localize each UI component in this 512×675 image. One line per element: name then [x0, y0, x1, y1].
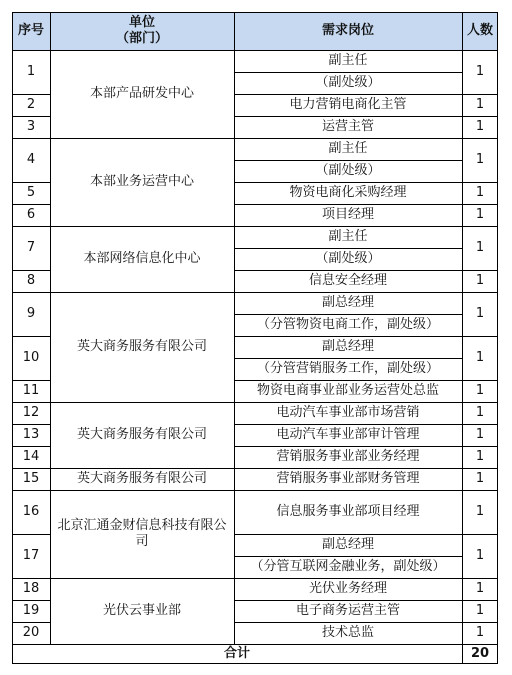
position-cell: （副处级） [315, 162, 381, 178]
position-cell: 电动汽车事业部市场营销 [276, 404, 420, 420]
header-position [234, 12, 462, 50]
total-label: 合计 [223, 645, 250, 661]
count-cell: 1 [475, 382, 485, 398]
seq-cell: 18 [22, 580, 40, 596]
seq-cell: 1 [26, 63, 36, 79]
header-unit-line1: 单位 [128, 14, 155, 30]
seq-cell: 6 [26, 206, 36, 222]
position-cell: （副处级） [315, 74, 381, 90]
unit-cell: 本部产品研发中心 [89, 85, 194, 101]
position-cell: （分管互联网金融业务，副处级） [250, 558, 446, 574]
row-divider [12, 424, 50, 425]
header-seq-text: 序号 [17, 22, 44, 38]
grid-line [12, 12, 498, 13]
row-divider [12, 534, 50, 535]
sub-divider [234, 314, 462, 315]
position-cell: 电力营销电商化主管 [289, 96, 407, 112]
position-cell: 物资电商事业部业务运营处总监 [256, 382, 439, 398]
header-seq [12, 12, 50, 50]
position-cell: 副总经理 [321, 338, 374, 354]
position-cell: （副处级） [315, 250, 381, 266]
row-divider [12, 600, 50, 601]
seq-cell: 15 [22, 470, 40, 486]
seq-cell: 9 [26, 305, 36, 321]
grid-line [12, 50, 498, 51]
row-divider [234, 446, 498, 447]
row-divider [12, 446, 50, 447]
position-cell: 信息安全经理 [308, 272, 387, 288]
seq-cell: 4 [26, 151, 36, 167]
position-table [12, 12, 498, 664]
row-divider [234, 380, 498, 381]
count-cell: 1 [475, 448, 485, 464]
seq-cell: 14 [22, 448, 40, 464]
count-cell: 1 [475, 305, 485, 321]
position-cell: （分管营销服务工作，副处级） [256, 360, 439, 376]
grid-line [12, 468, 498, 469]
grid-line [12, 138, 498, 139]
seq-cell: 20 [22, 624, 40, 640]
header-position-text: 需求岗位 [321, 22, 374, 38]
position-cell: 项目经理 [321, 206, 374, 222]
sub-divider [234, 160, 462, 161]
count-cell: 1 [475, 63, 485, 79]
grid-line [12, 490, 498, 491]
seq-cell: 13 [22, 426, 40, 442]
count-cell: 1 [475, 239, 485, 255]
row-divider [234, 600, 498, 601]
grid-line [12, 644, 498, 645]
sub-divider [234, 72, 462, 73]
position-cell: 运营主管 [321, 118, 374, 134]
row-divider [234, 424, 498, 425]
count-cell: 1 [475, 503, 485, 519]
count-cell: 1 [475, 184, 485, 200]
seq-cell: 10 [22, 349, 40, 365]
row-divider [234, 204, 498, 205]
unit-cell: 本部业务运营中心 [89, 173, 194, 189]
position-cell: 副主任 [328, 52, 368, 68]
unit-cell: 英大商务服务有限公司 [76, 338, 207, 354]
grid-line [462, 12, 463, 664]
sub-divider [234, 248, 462, 249]
position-cell: 技术总监 [321, 624, 374, 640]
count-cell: 1 [475, 272, 485, 288]
seq-cell: 2 [26, 96, 36, 112]
seq-cell: 5 [26, 184, 36, 200]
row-divider [234, 182, 498, 183]
sub-divider [234, 556, 462, 557]
unit-cell: 英大商务服务有限公司 [76, 470, 207, 486]
position-cell: 物资电商化采购经理 [289, 184, 407, 200]
seq-cell: 11 [22, 382, 40, 398]
row-divider [12, 94, 50, 95]
grid-line [234, 12, 235, 644]
count-cell: 1 [475, 349, 485, 365]
grid-line [497, 12, 498, 664]
row-divider [12, 116, 50, 117]
grid-line [12, 226, 498, 227]
count-cell: 1 [475, 624, 485, 640]
row-divider [12, 622, 50, 623]
row-divider [12, 204, 50, 205]
row-divider [234, 534, 498, 535]
position-cell: 副主任 [328, 140, 368, 156]
seq-cell: 16 [22, 503, 40, 519]
seq-cell: 3 [26, 118, 36, 134]
grid-line [12, 578, 498, 579]
position-cell: 信息服务事业部项目经理 [276, 503, 420, 519]
count-cell: 1 [475, 96, 485, 112]
count-cell: 1 [475, 547, 485, 563]
unit-cell: 本部网络信息化中心 [83, 250, 201, 266]
row-divider [12, 182, 50, 183]
row-divider [234, 622, 498, 623]
header-count [462, 12, 498, 50]
row-divider [234, 116, 498, 117]
count-cell: 1 [475, 206, 485, 222]
row-divider [234, 270, 498, 271]
count-cell: 1 [475, 151, 485, 167]
unit-cell: 北京汇通金财信息科技有限公司 [57, 517, 227, 549]
position-cell: 营销服务事业部财务管理 [276, 470, 420, 486]
row-divider [12, 380, 50, 381]
grid-line [12, 12, 13, 664]
count-cell: 1 [475, 602, 485, 618]
seq-cell: 7 [26, 239, 36, 255]
header-unit [50, 12, 234, 50]
position-cell: （分管物资电商工作，副处级） [256, 316, 439, 332]
row-divider [12, 270, 50, 271]
unit-cell: 英大商务服务有限公司 [76, 426, 207, 442]
seq-cell: 12 [22, 404, 40, 420]
count-cell: 1 [475, 426, 485, 442]
header-unit-line2: （部门） [115, 31, 168, 46]
position-cell: 副总经理 [321, 536, 374, 552]
unit-cell: 光伏云事业部 [102, 602, 181, 618]
total-value: 20 [470, 645, 490, 661]
grid-line [50, 12, 51, 644]
count-cell: 1 [475, 580, 485, 596]
position-cell: 副主任 [328, 228, 368, 244]
position-cell: 电子商务运营主管 [295, 602, 400, 618]
sub-divider [234, 358, 462, 359]
seq-cell: 17 [22, 547, 40, 563]
seq-cell: 19 [22, 602, 40, 618]
row-divider [12, 336, 50, 337]
count-cell: 1 [475, 404, 485, 420]
seq-cell: 8 [26, 272, 36, 288]
grid-line [12, 292, 498, 293]
position-cell: 营销服务事业部业务经理 [276, 448, 420, 464]
header-count-text: 人数 [466, 22, 493, 38]
count-cell: 1 [475, 470, 485, 486]
count-cell: 1 [475, 118, 485, 134]
grid-line [12, 402, 498, 403]
grid-line [12, 663, 498, 664]
position-cell: 副总经理 [321, 294, 374, 310]
row-divider [234, 336, 498, 337]
position-cell: 电动汽车事业部审计管理 [276, 426, 420, 442]
position-cell: 光伏业务经理 [308, 580, 387, 596]
row-divider [234, 94, 498, 95]
